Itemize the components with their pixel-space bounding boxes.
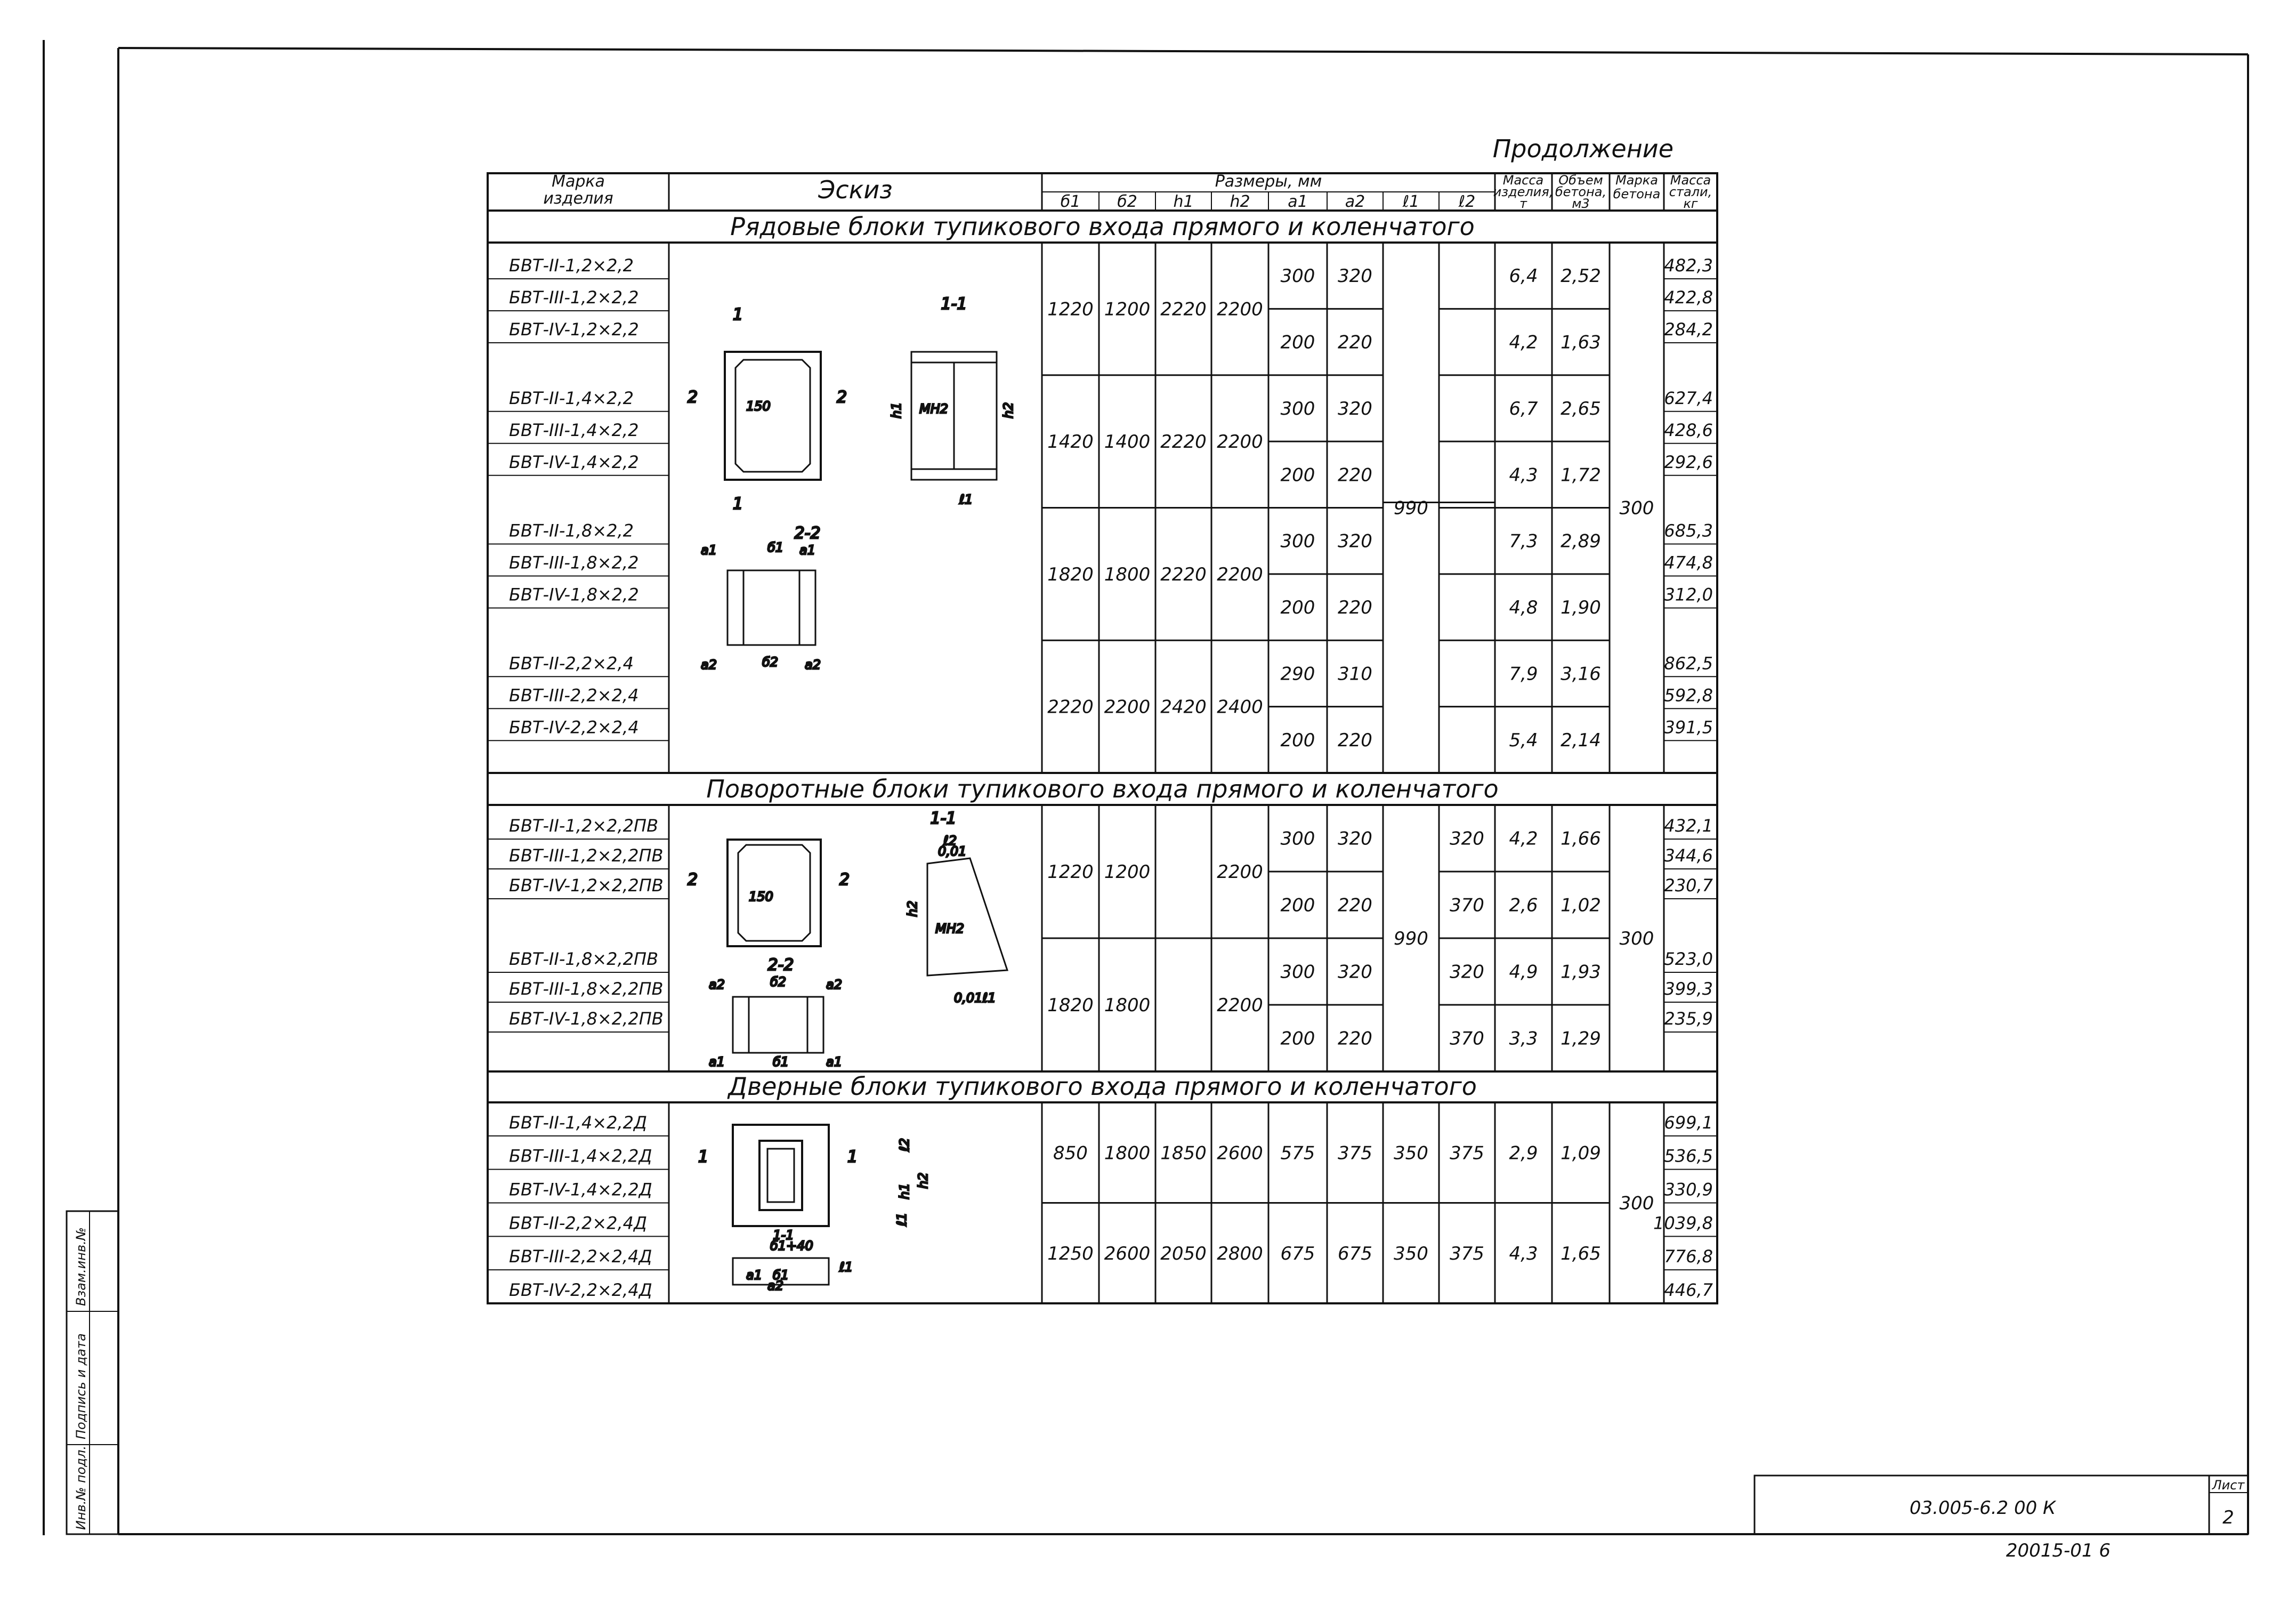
sec1-g0-r1-a1: 200 (1280, 332, 1315, 353)
sec1-g2-r1-a1: 200 (1280, 597, 1315, 619)
sec2-mark-0: БВТ-II-1,2×2,2ПВ (509, 816, 659, 836)
sec1-g0-h1: 2220 (1160, 299, 1207, 320)
sketch1-label-a2: а2 (701, 657, 717, 672)
header-mass: Масса (1502, 173, 1544, 188)
header-l1: ℓ1 (1402, 192, 1420, 211)
sketch3-label-b1: б1 (773, 1268, 789, 1283)
sec1-g1-r0-a2: 320 (1338, 398, 1372, 420)
header-mark: Марка (552, 172, 605, 191)
sec3-g0-b1: 850 (1053, 1142, 1088, 1164)
sec3-mark-0: БВТ-II-1,4×2,2Д (509, 1112, 648, 1133)
sec3-g1-b2: 2600 (1104, 1243, 1151, 1264)
sec2-g0-b1: 1220 (1047, 861, 1094, 883)
sec3-g0-vol: 1,09 (1561, 1142, 1601, 1164)
title-block-sheet-number: 2 (2222, 1507, 2234, 1528)
sec1-g3-r0-vol: 3,16 (1561, 663, 1601, 685)
sec1-g3-r1-mass: 5,4 (1509, 729, 1538, 751)
sec1-g2-b2: 1800 (1104, 563, 1151, 585)
side-stamp-inv: Инв.№ подл. (74, 1446, 88, 1530)
sec3-mark-3: БВТ-II-2,2×2,4Д (509, 1213, 648, 1234)
sec1-g2-r0-vol: 2,89 (1561, 530, 1601, 552)
sketch2-label-section-22: 2-2 (767, 956, 794, 974)
sec3-g0-b2: 1800 (1104, 1142, 1151, 1164)
sec1-steel-8: 312,0 (1664, 584, 1713, 605)
header-vol-2: бетона, (1555, 184, 1607, 199)
sec1-g2-h1: 2220 (1160, 563, 1207, 585)
sec1-g2-r1-vol: 1,90 (1561, 597, 1601, 619)
sec1-steel-11: 391,5 (1664, 717, 1713, 738)
sec1-mark-9: БВТ-II-2,2×2,4 (509, 653, 634, 674)
header-grade-2: бетона (1613, 187, 1661, 201)
sec3-mark-2: БВТ-IV-1,4×2,2Д (509, 1179, 652, 1200)
sketch1-label-section-22: 2-2 (794, 524, 821, 543)
sec3-g1-a2: 675 (1338, 1243, 1372, 1264)
sketch2-label-001: 0,01 (938, 844, 967, 859)
sec2-mark-3: БВТ-II-1,8×2,2ПВ (509, 949, 659, 969)
sec1-g1-b2: 1400 (1104, 431, 1151, 453)
sec1-mark-7: БВТ-III-1,8×2,2 (509, 552, 639, 573)
sec2-g1-b2: 1800 (1104, 995, 1151, 1016)
sec2-g1-r0-l2: 320 (1450, 961, 1484, 983)
continuation-label: Продолжение (1492, 134, 1674, 163)
header-mass-2: изделия, (1493, 184, 1554, 199)
header-sketch: Эскиз (818, 175, 893, 204)
sec1-g3-r0-a1: 290 (1280, 663, 1315, 685)
sec1-g3-r1-vol: 2,14 (1561, 729, 1601, 751)
sketch3-label-h1: h1 (897, 1183, 912, 1199)
sec2-mark-1: БВТ-III-1,2×2,2ПВ (509, 845, 664, 866)
header-steel: Масса (1670, 173, 1711, 188)
sec1-g1-r0-a1: 300 (1280, 398, 1315, 420)
sec2-g1-r0-mass: 4,9 (1509, 961, 1538, 983)
sketch1-label-a1b: а1 (799, 543, 815, 558)
sketch2-label-b1: б1 (773, 1054, 789, 1069)
sketch2-label-2-right: 2 (839, 871, 850, 889)
sec1-g0-b2: 1200 (1104, 299, 1151, 320)
sketch2-label-2-left: 2 (688, 871, 698, 889)
sec3-g1-h2: 2800 (1217, 1243, 1263, 1264)
sec1-g0-r0-a2: 320 (1338, 265, 1372, 287)
sec2-steel-3: 523,0 (1664, 949, 1713, 969)
sec1-g0-r1-vol: 1,63 (1561, 332, 1601, 353)
sketch2-label-h2: h2 (905, 900, 920, 917)
sec3-g1-l1: 350 (1394, 1243, 1428, 1264)
sec2-g0-r1-a2: 220 (1338, 894, 1372, 916)
sec1-g1-r0-vol: 2,65 (1561, 398, 1601, 420)
sec2-g1-b1: 1820 (1047, 995, 1094, 1016)
sec1-g2-r1-mass: 4,8 (1509, 597, 1538, 619)
sketch3-label-l1b: ℓ1 (839, 1260, 853, 1275)
sketch2-label-l2: ℓ2 (943, 833, 957, 848)
sketch3-label-b1p40: б1+40 (770, 1238, 813, 1253)
sketch3-label-h2: h2 (916, 1172, 931, 1189)
sec3-steel-1: 536,5 (1664, 1146, 1713, 1166)
sec2-g1-r1-vol: 1,29 (1561, 1028, 1601, 1050)
title-block-code: 03.005-6.2 00 К (1909, 1497, 2056, 1519)
sec1-g3-r0-a2: 310 (1338, 663, 1372, 685)
sec1-steel-7: 474,8 (1664, 552, 1713, 573)
sec2-steel-1: 344,6 (1664, 845, 1713, 866)
sec1-steel-0: 482,3 (1664, 255, 1713, 276)
sketch3-label-1-left: 1 (698, 1148, 709, 1166)
sec1-grade: 300 (1619, 497, 1654, 519)
section-title-turning: Поворотные блоки тупикового входа прямого и коленчатого (706, 775, 1499, 803)
sec1-mark-0: БВТ-II-1,2×2,2 (509, 255, 634, 276)
sec1-mark-4: БВТ-III-1,4×2,2 (509, 420, 639, 440)
sec3-g0-a2: 375 (1338, 1142, 1372, 1164)
sec1-l1: 990 (1394, 497, 1428, 519)
sketch1-label-b1: б1 (767, 540, 784, 555)
sec3-g1-h1: 2050 (1160, 1243, 1207, 1264)
sec2-g1-r0-vol: 1,93 (1561, 961, 1601, 983)
sec3-g1-l2: 375 (1450, 1243, 1484, 1264)
sec1-g0-h2: 2200 (1217, 299, 1263, 320)
header-b2: б2 (1117, 192, 1137, 211)
sec1-g3-h2: 2400 (1217, 696, 1263, 718)
sec1-g3-b2: 2200 (1104, 696, 1151, 718)
sketch3-label-a1: а1 (746, 1268, 762, 1283)
sketch3-label-1-right: 1 (847, 1148, 858, 1166)
sec2-g1-r1-l2: 370 (1450, 1028, 1484, 1050)
side-stamp-replace: Взам.инв.№ (74, 1227, 88, 1306)
sec1-g0-r1-mass: 4,2 (1509, 332, 1538, 353)
sec2-g0-r0-l2: 320 (1450, 828, 1484, 850)
sketch1-label-a2b: а2 (805, 657, 821, 672)
sec1-g1-r1-a2: 220 (1338, 464, 1372, 486)
sec1-g1-r1-vol: 1,72 (1561, 464, 1601, 486)
sec1-g2-r1-a2: 220 (1338, 597, 1372, 619)
header-steel-3: кг (1683, 196, 1698, 211)
sec1-g1-h1: 2220 (1160, 431, 1207, 453)
bottom-code: 20015-01 6 (2006, 1540, 2111, 1561)
sketch1-label-section-11: 1-1 (941, 295, 967, 313)
sec1-g3-r1-a1: 200 (1280, 729, 1315, 751)
header-b1: б1 (1060, 192, 1081, 211)
sec1-g0-r1-a2: 220 (1338, 332, 1372, 353)
sketch1-label-150: 150 (746, 399, 771, 414)
sec1-steel-2: 284,2 (1664, 319, 1713, 340)
sketch2-label-a2b: а2 (826, 977, 842, 992)
sketch2-label-a1b: а1 (826, 1054, 842, 1069)
sketch1-label-mn2: МН2 (919, 401, 949, 416)
sec1-g3-h1: 2420 (1160, 696, 1207, 718)
sec2-steel-2: 230,7 (1664, 875, 1713, 896)
sec2-g1-r1-a2: 220 (1338, 1028, 1372, 1050)
sec1-g0-r0-mass: 6,4 (1509, 265, 1538, 287)
sec2-g0-r0-a2: 320 (1338, 828, 1372, 850)
sec3-steel-2: 330,9 (1664, 1179, 1713, 1200)
sec3-steel-4: 776,8 (1664, 1246, 1713, 1267)
sketch2-label-section-11: 1-1 (930, 809, 957, 828)
sec1-mark-2: БВТ-IV-1,2×2,2 (509, 319, 639, 340)
sec1-mark-11: БВТ-IV-2,2×2,4 (509, 717, 639, 738)
sec3-mark-5: БВТ-IV-2,2×2,4Д (509, 1280, 652, 1300)
sec2-g1-h2: 2200 (1217, 995, 1263, 1016)
sketch2-label-a1: а1 (709, 1054, 725, 1069)
header-mass-3: т (1519, 196, 1527, 211)
title-block-sheet-label: Лист (2212, 1478, 2245, 1493)
sec2-g0-r1-vol: 1,02 (1561, 894, 1601, 916)
sketch1-label-h1: h1 (889, 402, 904, 418)
sec1-mark-10: БВТ-III-2,2×2,4 (509, 685, 639, 706)
sec3-g0-h2: 2600 (1217, 1142, 1263, 1164)
sec1-mark-8: БВТ-IV-1,8×2,2 (509, 584, 639, 605)
header-a2: а2 (1345, 192, 1365, 211)
sec1-g0-b1: 1220 (1047, 299, 1094, 320)
header-h2: h2 (1230, 192, 1250, 211)
sec1-mark-5: БВТ-IV-1,4×2,2 (509, 452, 639, 472)
sketch1-label-1-bottom: 1 (733, 495, 743, 513)
sketch1-label-2-right: 2 (837, 388, 847, 407)
sec2-g0-r0-vol: 1,66 (1561, 828, 1601, 850)
sec2-g1-r1-a1: 200 (1280, 1028, 1315, 1050)
sketch3-label-section-11: 1-1 (773, 1228, 794, 1243)
sec2-grade: 300 (1619, 928, 1654, 949)
sec2-g0-b2: 1200 (1104, 861, 1151, 883)
sec2-mark-5: БВТ-IV-1,8×2,2ПВ (509, 1009, 664, 1029)
sec2-g1-r1-mass: 3,3 (1509, 1028, 1538, 1050)
sec1-steel-3: 627,4 (1664, 388, 1713, 408)
sec2-steel-0: 432,1 (1664, 816, 1713, 836)
sec1-steel-6: 685,3 (1664, 520, 1713, 541)
sec2-g1-r0-a1: 300 (1280, 961, 1315, 983)
sec1-g0-r0-a1: 300 (1280, 265, 1315, 287)
sec1-g3-b1: 2220 (1047, 696, 1094, 718)
sec1-g2-h2: 2200 (1217, 563, 1263, 585)
header-a1: а1 (1288, 192, 1308, 211)
sec2-g0-r1-mass: 2,6 (1509, 894, 1538, 916)
sec2-g0-r0-a1: 300 (1280, 828, 1315, 850)
sec2-l1: 990 (1394, 928, 1428, 949)
sec3-g1-a1: 675 (1280, 1243, 1315, 1264)
sketch2-label-mn2: МН2 (935, 921, 965, 936)
sec3-g0-a1: 575 (1280, 1142, 1315, 1164)
sec3-g1-mass: 4,3 (1509, 1243, 1538, 1264)
sec1-steel-1: 422,8 (1664, 287, 1713, 308)
sketch1-label-2-left: 2 (688, 388, 698, 407)
sec1-steel-10: 592,8 (1664, 685, 1713, 706)
sec1-g2-r0-mass: 7,3 (1509, 530, 1538, 552)
sec1-mark-6: БВТ-II-1,8×2,2 (509, 520, 634, 541)
sec3-grade: 300 (1619, 1192, 1654, 1214)
header-dims: Размеры, мм (1215, 172, 1322, 191)
sec2-steel-5: 235,9 (1664, 1009, 1713, 1029)
sec3-steel-5: 446,7 (1664, 1280, 1713, 1300)
header-h1: h1 (1173, 192, 1194, 211)
sec1-g2-r0-a2: 320 (1338, 530, 1372, 552)
sec1-g1-r1-a1: 200 (1280, 464, 1315, 486)
sketch1-label-h2: h2 (1001, 402, 1016, 418)
sec1-g0-r0-vol: 2,52 (1561, 265, 1601, 287)
side-stamp-sign: Подпись и дата (74, 1333, 88, 1439)
sketch2-label-b2: б2 (770, 974, 787, 989)
header-grade: Марка (1615, 173, 1658, 188)
header-steel-2: стали, (1669, 184, 1712, 199)
section-title-ordinary: Рядовые блоки тупикового входа прямого и коленчатого (730, 212, 1475, 241)
sec1-steel-5: 292,6 (1664, 452, 1713, 472)
sketch1-label-b2: б2 (762, 655, 779, 670)
header-vol: Объем (1558, 173, 1603, 188)
sec1-steel-4: 428,6 (1664, 420, 1713, 440)
sec1-g1-h2: 2200 (1217, 431, 1263, 453)
sec3-g1-vol: 1,65 (1561, 1243, 1601, 1264)
sec1-mark-1: БВТ-III-1,2×2,2 (509, 287, 639, 308)
sec3-g0-h1: 1850 (1160, 1142, 1207, 1164)
sec2-g0-r1-a1: 200 (1280, 894, 1315, 916)
sketch3-label-l2: ℓ2 (897, 1138, 912, 1151)
sec2-g0-r1-l2: 370 (1450, 894, 1484, 916)
sec1-steel-9: 862,5 (1664, 653, 1713, 674)
header-l2: ℓ2 (1458, 192, 1476, 211)
sketch1-label-1-top: 1 (733, 305, 743, 324)
section-title-door: Дверные блоки тупикового входа прямого и коленчатого (728, 1072, 1477, 1101)
sketch2-label-001l1: 0,01ℓ1 (954, 990, 996, 1005)
header-mark-2: изделия (543, 189, 613, 208)
sec3-g1-b1: 1250 (1047, 1243, 1094, 1264)
sec1-g2-r0-a1: 300 (1280, 530, 1315, 552)
sec1-g3-r0-mass: 7,9 (1509, 663, 1538, 685)
sketch2-label-a2: а2 (709, 977, 725, 992)
sketch1-label-l1: ℓ1 (959, 492, 973, 507)
sketch2-label-150: 150 (749, 889, 773, 904)
sec1-g2-b1: 1820 (1047, 563, 1094, 585)
sec2-mark-2: БВТ-IV-1,2×2,2ПВ (509, 875, 664, 896)
sec1-g1-b1: 1420 (1047, 431, 1094, 453)
sec2-steel-4: 399,3 (1664, 979, 1713, 999)
sec3-steel-3: 1039,8 (1653, 1213, 1713, 1234)
sec2-mark-4: БВТ-III-1,8×2,2ПВ (509, 979, 664, 999)
sec2-g0-r0-mass: 4,2 (1509, 828, 1538, 850)
sec2-g1-r0-a2: 320 (1338, 961, 1372, 983)
sec1-g1-r1-mass: 4,3 (1509, 464, 1538, 486)
sec3-mark-4: БВТ-III-2,2×2,4Д (509, 1246, 652, 1267)
header-vol-3: м3 (1572, 196, 1590, 211)
sketch3-label-l1: ℓ1 (894, 1212, 909, 1226)
sec1-g3-r1-a2: 220 (1338, 729, 1372, 751)
sec2-g0-h2: 2200 (1217, 861, 1263, 883)
sec1-g1-r0-mass: 6,7 (1509, 398, 1538, 420)
sec3-g0-mass: 2,9 (1509, 1142, 1538, 1164)
sketch3-label-a2: а2 (767, 1278, 783, 1293)
sec3-g0-l1: 350 (1394, 1142, 1428, 1164)
sec3-mark-1: БВТ-III-1,4×2,2Д (509, 1146, 652, 1166)
sec3-steel-0: 699,1 (1664, 1112, 1713, 1133)
sketch1-label-a1: а1 (701, 543, 717, 558)
sec1-mark-3: БВТ-II-1,4×2,2 (509, 388, 634, 408)
sec3-g0-l2: 375 (1450, 1142, 1484, 1164)
